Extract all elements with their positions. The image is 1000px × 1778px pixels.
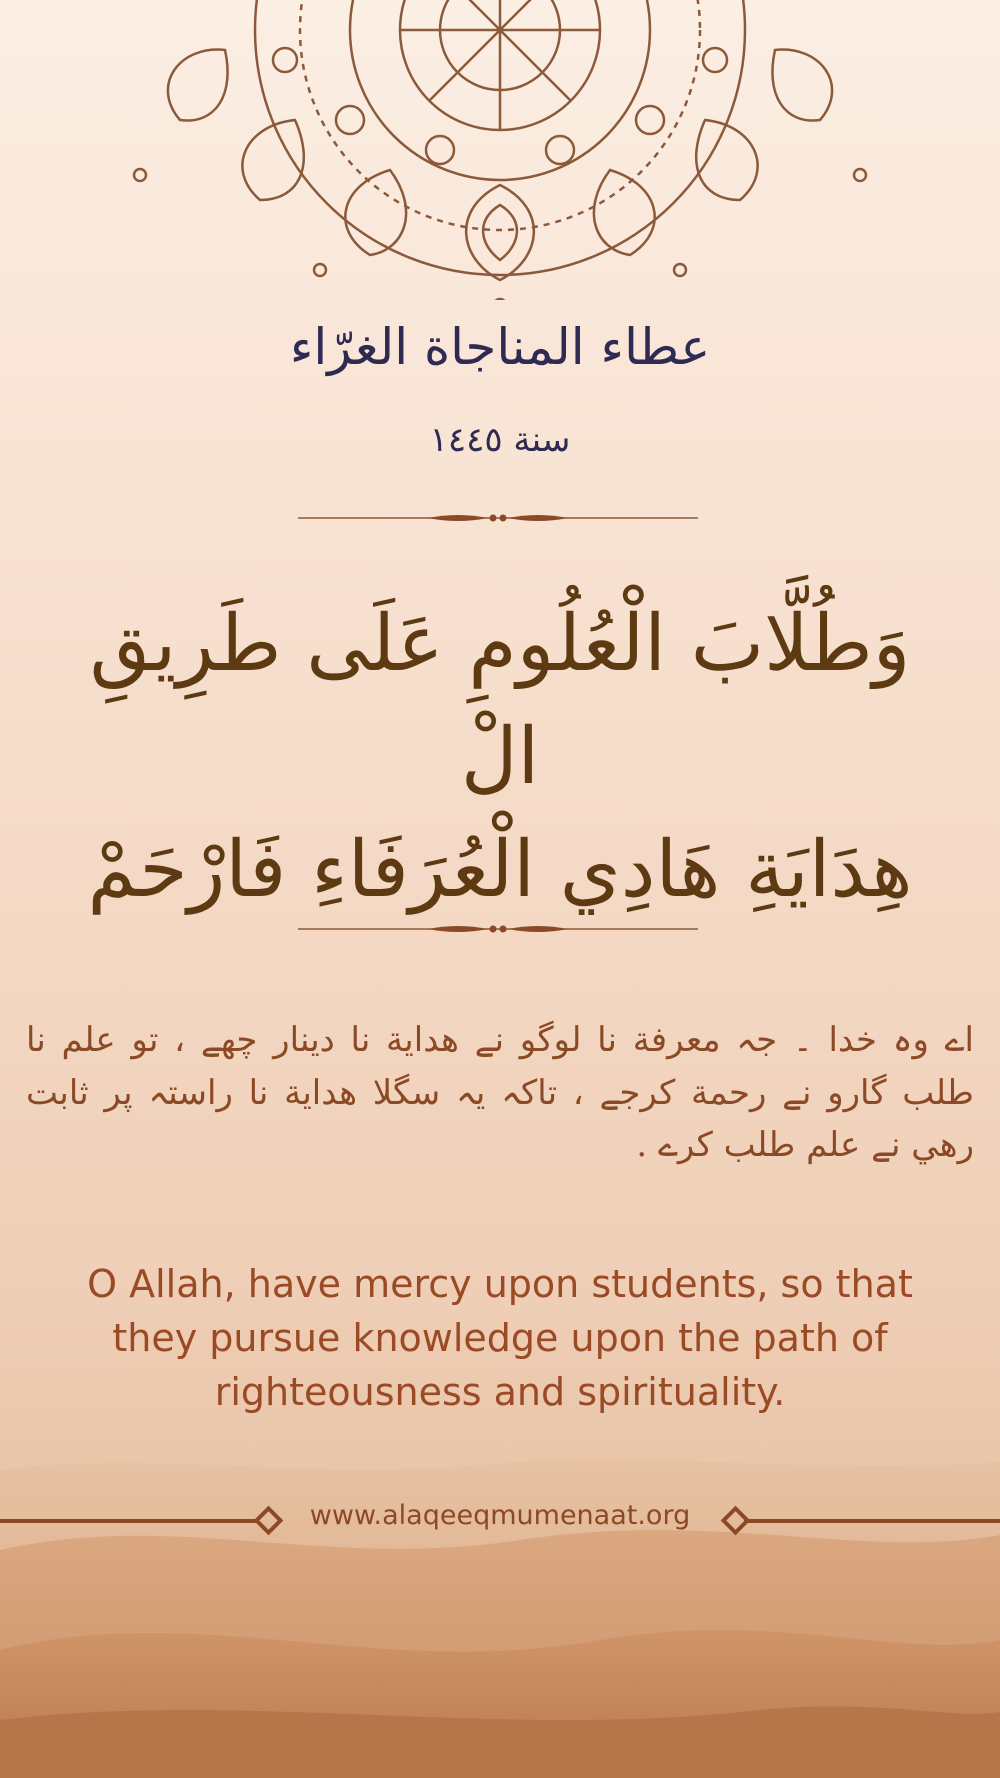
urdu-translation: اے وہ خدا ۔ جہ معرفة نا لوگو نے هداية نا دينار چھے ، تو علم نا طلب گارو نے رحمة کرجے ، تاکہ یہ سگلا هداية نا راستہ پر ثابت رھي نے علم طلب کرے .	[26, 1020, 974, 1166]
footer	[0, 1498, 1000, 1542]
middle-divider	[298, 917, 698, 941]
footer-diamond-left	[254, 1506, 284, 1536]
desert-dunes	[0, 1440, 1000, 1778]
arabic-verse-line-1: وَطُلَّابَ الْعُلُومِ عَلَى طَرِيقِ الْ	[89, 599, 911, 803]
website-link[interactable]: www.alaqeeqmumenaat.org	[309, 1500, 691, 1531]
top-divider	[298, 506, 698, 530]
arabic-verse	[40, 588, 960, 927]
footer-line-left	[0, 1519, 258, 1523]
english-translation: O Allah, have mercy upon students, so that they pursue knowledge upon the path of righteousness and spirituality.	[87, 1262, 913, 1414]
header-title: عطاء المناجاة الغرّاء	[289, 318, 711, 376]
footer-line-right	[744, 1519, 1000, 1523]
arabic-verse-line-2: هِدَايَةِ هَادِي الْعُرَفَاءِ فَارْحَمْ	[87, 825, 913, 916]
header-year: سنة ١٤٤٥	[429, 420, 571, 460]
mandala-ornament	[80, 0, 920, 300]
